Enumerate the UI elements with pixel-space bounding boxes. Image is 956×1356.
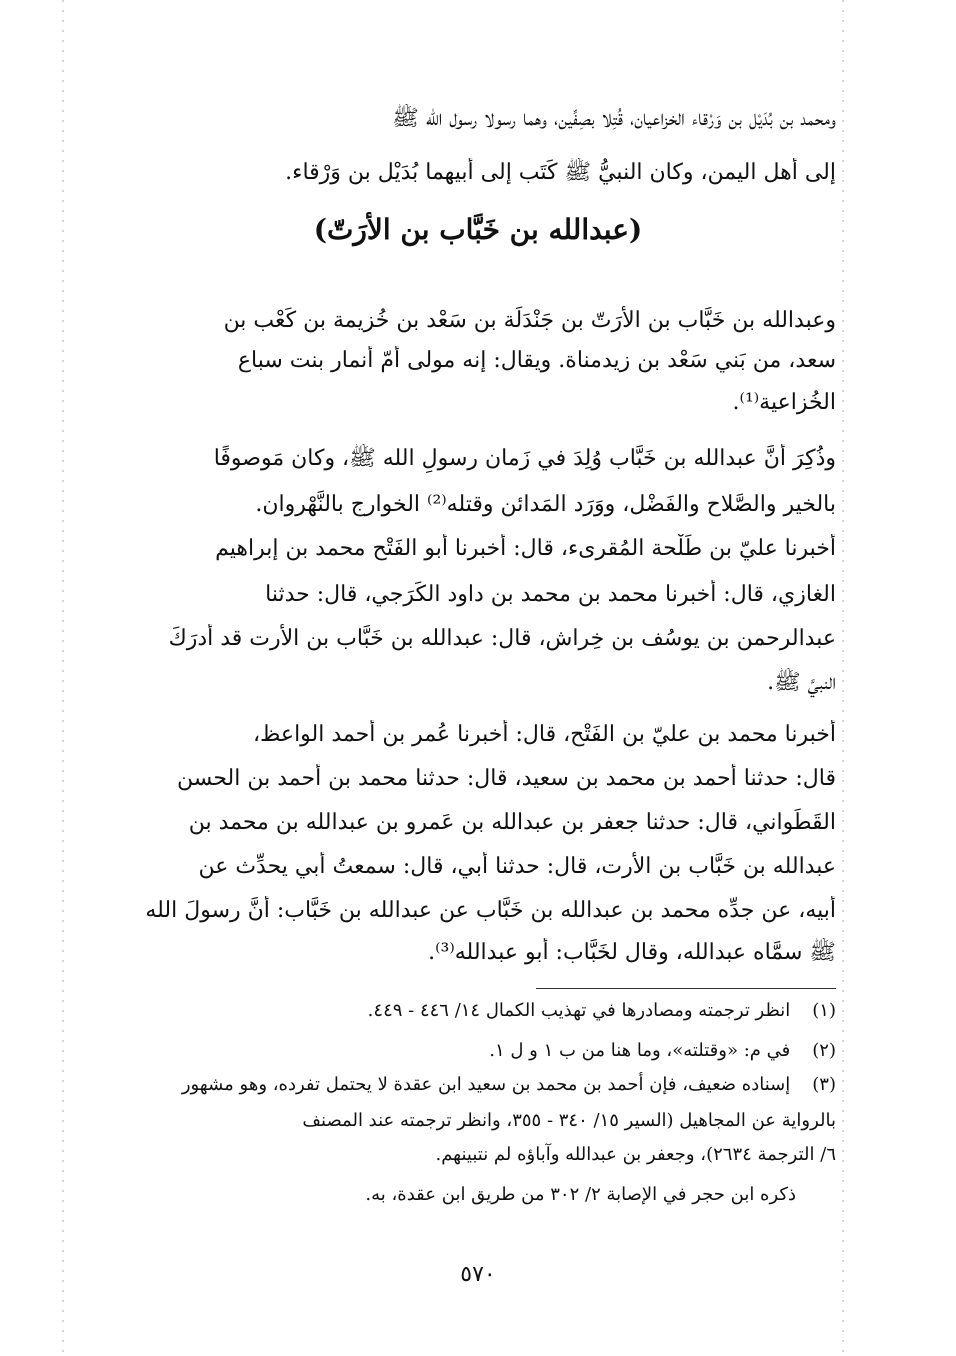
footnote-number: (١) (812, 1000, 836, 1021)
body-line: النبيَّ ﷺ. (767, 670, 836, 695)
footnote-text: إسناده ضعيف، فإن أحمد بن محمد بن سعيد ابن عقدة لا يحتمل تفرده، وهو مشهور (181, 1074, 791, 1095)
body-line: ﷺ سمَّاه عبدالله، وقال لخَبَّاب: أبو عبدالله⁽³⁾. (428, 940, 836, 965)
footnote-number: (٣) (812, 1074, 836, 1095)
body-line: الخُزاعية⁽¹⁾. (732, 390, 836, 415)
body-line: إلى أهل اليمن، وكان النبيُّ ﷺ كَتَب إلى أبيهما بُدَيْل بن وَرْقاء. (285, 160, 836, 185)
footnote-3-continuation: بالرواية عن المجاهيل (السير ١٥/ ٣٤٠ - ٣٥٥، وانظر ترجمته عند المصنف (302, 1110, 836, 1131)
footnote-divider (536, 988, 836, 989)
footnote-3 (116, 1072, 836, 1098)
body-line: الغازي، قال: أخبرنا محمد بن محمد بن داود الكَرَجي، قال: حدثنا (265, 582, 836, 607)
body-line: بالخير والصَّلاح والفَضْل، ووَرَد المَدائن وقتله⁽²⁾ الخوارج بالنَّهْروان. (255, 492, 836, 517)
body-line: أبيه، عن جدِّه محمد بن عبدالله بن خَبَّاب عن عبدالله بن خَبَّاب: أنَّ رسولَ الله (145, 898, 836, 923)
body-line: سعد، من بَني سَعْد بن زيدمناة. ويقال: إنه مولى أمّ أنمار بنت سباع (237, 348, 836, 373)
footnote-3-continuation: ٦/ الترجمة ٢٦٣٤)، وجعفر بن عبدالله وآباؤه لم نتبينهم. (435, 1144, 836, 1165)
body-line: وعبدالله بن خَبَّاب بن الأرَتّ بن جَنْدَلَة بن سَعْد بن خُزيمة بن كَعْب بن (223, 308, 836, 333)
body-line: أخبرنا عليّ بن طَلْحة المُقرىء، قال: أخبرنا أبو الفَتْح محمد بن إبراهيم (215, 536, 836, 561)
footnote-text: انظر ترجمته ومصادرها في تهذيب الكمال ١٤/ ٤٤٦ - ٤٤٩. (367, 1000, 791, 1021)
scan-margin-dots (62, 0, 64, 1356)
body-line: عبدالله بن خَبَّاب بن الأرت، قال: حدثنا أبي، قال: سمعتُ أبي يحدِّث عن (198, 854, 836, 879)
body-line: ومحمد بن بُدَيْل بن وَرْقاء الخزاعيان، قُتِلا بصِفِّين، وهما رسولا رسول الله ﷺ (392, 106, 836, 131)
scan-margin-dots (842, 0, 844, 1356)
footnote-2 (116, 1038, 836, 1064)
footnote-3-continuation: ذكره ابن حجر في الإصابة ٢/ ٣٠٢ من طريق ابن عقدة، به. (365, 1184, 796, 1205)
body-line: عبدالرحمن بن يوسُف بن خِراش، قال: عبدالله بن خَبَّاب بن الأرت قد أدرَكَ (168, 626, 836, 651)
body-line: أخبرنا محمد بن عليّ بن الفَتْح، قال: أخبرنا عُمر بن أحمد الواعظ، (252, 722, 836, 747)
section-title: (عبدالله بن خَبَّاب بن الأرَتّ) (313, 213, 643, 246)
page-number: ٥٧٠ (460, 1262, 496, 1287)
footnote-number: (٢) (812, 1040, 836, 1061)
footnote-1 (116, 998, 836, 1024)
body-line: وذُكِرَ أنَّ عبدالله بن خَبَّاب وُلِدَ في زَمان رسولِ الله ﷺ، وكان مَوصوفًا (213, 446, 836, 471)
body-line: قال: حدثنا أحمد بن محمد بن سعيد، قال: حدثنا محمد بن أحمد بن الحسن (176, 766, 836, 791)
footnote-text: في م: «وقتلته»، وما هنا من ب ١ و ل ١. (489, 1040, 791, 1061)
body-line: القَطَواني، قال: حدثنا جعفر بن عبدالله بن عَمرو بن عبدالله بن محمد بن (188, 810, 836, 835)
